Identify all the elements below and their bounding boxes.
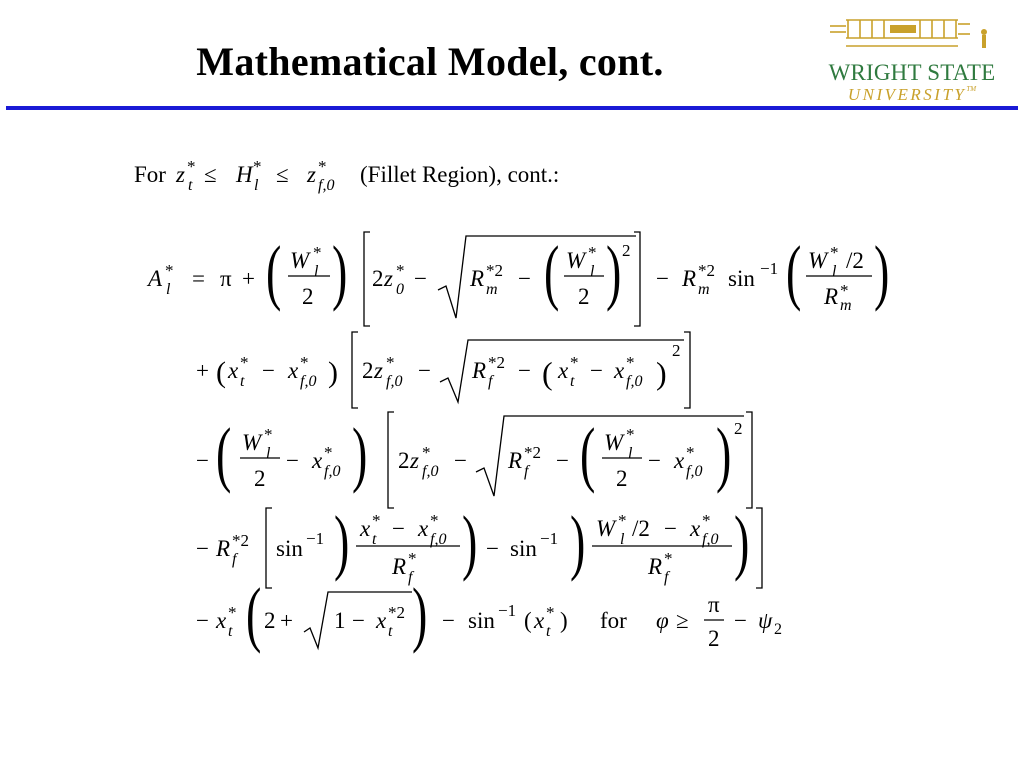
svg-text:2: 2: [708, 626, 720, 651]
svg-text:1: 1: [334, 608, 346, 633]
svg-text:(: (: [524, 608, 532, 633]
svg-text:*2: *2: [488, 353, 505, 372]
svg-text:l: l: [590, 263, 595, 280]
svg-text:−: −: [418, 358, 431, 383]
svg-text:): ): [656, 355, 667, 391]
svg-text:x: x: [288, 358, 299, 383]
svg-text:f,0: f,0: [626, 373, 643, 390]
intro-line: [134, 157, 559, 194]
svg-text:x: x: [558, 358, 569, 383]
svg-text:W: W: [242, 430, 262, 455]
page-title: Mathematical Model, cont.: [196, 39, 664, 84]
svg-text:φ: φ: [656, 608, 669, 633]
svg-text:(: (: [245, 573, 262, 655]
svg-text:2: 2: [398, 448, 410, 473]
svg-text:*: *: [386, 353, 395, 372]
svg-text:*: *: [830, 243, 839, 262]
svg-text:*: *: [626, 425, 635, 444]
svg-text:): ): [332, 231, 348, 313]
svg-text:*: *: [264, 425, 273, 444]
svg-text:H: H: [236, 162, 253, 187]
svg-text:−1: −1: [306, 529, 325, 548]
svg-text:2: 2: [616, 466, 628, 491]
svg-text:*2: *2: [524, 443, 541, 462]
svg-text:): ): [606, 231, 622, 313]
svg-text:t: t: [546, 623, 551, 640]
svg-text:f: f: [488, 373, 493, 390]
svg-text:z: z: [384, 266, 393, 291]
logo-wordmark: WRIGHT STATE: [828, 60, 996, 85]
svg-text:2: 2: [578, 284, 590, 309]
equation-line-5: [196, 573, 782, 655]
for-word: for: [600, 608, 627, 633]
intro-for: For: [134, 162, 166, 187]
svg-text:*: *: [618, 511, 627, 530]
svg-text:−: −: [352, 608, 365, 633]
svg-text:2: 2: [302, 284, 314, 309]
svg-text:f,0: f,0: [318, 177, 335, 194]
svg-text:x: x: [312, 448, 323, 473]
svg-text:W: W: [596, 516, 616, 541]
svg-text:W: W: [604, 430, 624, 455]
svg-text:R: R: [392, 554, 407, 579]
svg-text:W: W: [566, 248, 586, 273]
svg-text:2: 2: [734, 419, 743, 438]
svg-text:*: *: [318, 157, 327, 176]
svg-text:π: π: [220, 266, 232, 291]
svg-text:≥: ≥: [676, 608, 689, 633]
svg-text:): ): [334, 501, 350, 583]
svg-text:*: *: [253, 157, 262, 176]
svg-text:−: −: [392, 516, 405, 541]
svg-text:R: R: [824, 284, 839, 309]
svg-text:f: f: [232, 551, 237, 568]
svg-text:t: t: [240, 373, 245, 390]
svg-text:*: *: [840, 281, 849, 300]
svg-text:−: −: [196, 608, 209, 633]
svg-text:f,0: f,0: [300, 373, 317, 390]
svg-text:*: *: [187, 157, 196, 176]
svg-text:2: 2: [372, 266, 384, 291]
equation-line-1: [146, 231, 889, 326]
svg-text:*: *: [165, 261, 174, 280]
svg-text:l: l: [254, 177, 259, 194]
svg-text:/2: /2: [846, 248, 864, 273]
svg-text:*2: *2: [486, 261, 503, 280]
svg-text:sin: sin: [510, 536, 537, 561]
svg-text:−1: −1: [540, 529, 559, 548]
svg-text:z: z: [307, 162, 316, 187]
svg-text:−: −: [734, 608, 747, 633]
svg-text:−: −: [518, 266, 531, 291]
svg-text:): ): [734, 501, 750, 583]
svg-text:): ): [560, 608, 568, 633]
svg-text:f,0: f,0: [430, 531, 447, 548]
svg-text:l: l: [314, 263, 319, 280]
svg-text:*: *: [430, 511, 439, 530]
svg-text:A: A: [148, 266, 163, 291]
svg-text:≤: ≤: [204, 162, 217, 187]
svg-text:*: *: [324, 443, 333, 462]
svg-text:sin: sin: [728, 266, 755, 291]
svg-text:2: 2: [622, 241, 631, 260]
svg-text:−: −: [286, 448, 299, 473]
svg-text:+: +: [280, 608, 293, 633]
svg-text:−1: −1: [498, 601, 517, 620]
svg-text:=: =: [192, 266, 205, 291]
svg-text:*: *: [588, 243, 597, 262]
svg-text:(: (: [542, 355, 553, 391]
svg-text:R: R: [508, 448, 523, 473]
svg-text:f: f: [664, 569, 669, 586]
svg-text:l: l: [266, 445, 271, 462]
svg-text:sin: sin: [276, 536, 303, 561]
svg-text:): ): [328, 356, 338, 389]
svg-text:−: −: [262, 358, 275, 383]
svg-text:l: l: [832, 263, 837, 280]
svg-text:2: 2: [672, 341, 681, 360]
svg-text:f,0: f,0: [386, 373, 403, 390]
svg-text:−: −: [556, 448, 569, 473]
svg-text:(: (: [786, 231, 802, 313]
svg-text:*: *: [626, 353, 635, 372]
svg-text:m: m: [840, 297, 852, 314]
svg-text:−: −: [454, 448, 467, 473]
svg-text:0: 0: [396, 281, 404, 298]
svg-text:W: W: [290, 248, 310, 273]
svg-text:+: +: [242, 266, 255, 291]
svg-text:z: z: [374, 358, 383, 383]
svg-text:−: −: [518, 358, 531, 383]
svg-text:z: z: [176, 162, 185, 187]
svg-text:(: (: [215, 413, 232, 495]
svg-text:l: l: [628, 445, 633, 462]
svg-text:+: +: [196, 358, 209, 383]
svg-text:R: R: [470, 266, 485, 291]
svg-text:*: *: [372, 511, 381, 530]
svg-text:x: x: [534, 608, 545, 633]
svg-text:*: *: [300, 353, 309, 372]
svg-text:x: x: [418, 516, 429, 541]
svg-text:*: *: [313, 243, 322, 262]
svg-text:*: *: [408, 549, 417, 568]
svg-text:t: t: [388, 623, 393, 640]
svg-text:): ): [412, 573, 428, 655]
svg-text:f,0: f,0: [686, 463, 703, 480]
svg-text:m: m: [698, 281, 710, 298]
svg-text:f,0: f,0: [422, 463, 439, 480]
svg-text:R: R: [648, 554, 663, 579]
svg-text:t: t: [372, 531, 377, 548]
svg-text:*: *: [396, 261, 405, 280]
svg-text:*2: *2: [232, 531, 249, 550]
equation-line-3: [196, 412, 752, 508]
svg-text:−: −: [196, 448, 209, 473]
equation-line-4: [196, 501, 762, 588]
svg-text:t: t: [570, 373, 575, 390]
svg-text:x: x: [216, 608, 227, 633]
svg-text:W: W: [808, 248, 828, 273]
svg-text:x: x: [360, 516, 371, 541]
svg-text:−: −: [486, 536, 499, 561]
svg-text:/2: /2: [632, 516, 650, 541]
svg-text:*: *: [702, 511, 711, 530]
svg-text:): ): [570, 501, 586, 583]
svg-text:2: 2: [264, 608, 276, 633]
svg-text:π: π: [708, 592, 720, 617]
svg-text:sin: sin: [468, 608, 495, 633]
svg-text:(: (: [216, 356, 226, 389]
equation-line-2: [196, 332, 690, 408]
svg-text:): ): [873, 231, 890, 313]
svg-text:l: l: [620, 531, 625, 548]
svg-text:−: −: [590, 358, 603, 383]
svg-text:2: 2: [254, 466, 266, 491]
svg-text:): ): [352, 413, 368, 495]
svg-text:f: f: [524, 463, 529, 480]
svg-text:R: R: [682, 266, 697, 291]
svg-text:*: *: [686, 443, 695, 462]
svg-text:t: t: [188, 177, 193, 194]
svg-text:2: 2: [774, 621, 782, 638]
svg-text:f,0: f,0: [702, 531, 719, 548]
svg-text:): ): [462, 501, 478, 583]
svg-text:−: −: [196, 536, 209, 561]
svg-text:2: 2: [362, 358, 374, 383]
svg-text:*: *: [570, 353, 579, 372]
svg-text:*: *: [546, 603, 555, 622]
svg-text:−: −: [656, 266, 669, 291]
svg-text:R: R: [216, 536, 231, 561]
svg-text:*: *: [422, 443, 431, 462]
svg-text:): ): [716, 413, 732, 495]
svg-text:−: −: [414, 266, 427, 291]
svg-text:≤: ≤: [276, 162, 289, 187]
svg-text:m: m: [486, 281, 498, 298]
intro-region: (Fillet Region), cont.:: [360, 162, 560, 187]
svg-text:ψ: ψ: [758, 608, 773, 633]
svg-text:(: (: [544, 231, 560, 313]
svg-text:x: x: [228, 358, 239, 383]
svg-text:*: *: [228, 603, 237, 622]
svg-text:x: x: [376, 608, 387, 633]
svg-text:(: (: [580, 413, 596, 495]
svg-text:x: x: [674, 448, 685, 473]
svg-text:t: t: [228, 623, 233, 640]
svg-text:*2: *2: [698, 261, 715, 280]
svg-text:x: x: [614, 358, 625, 383]
svg-text:f,0: f,0: [324, 463, 341, 480]
svg-text:z: z: [410, 448, 419, 473]
svg-text:−1: −1: [760, 259, 779, 278]
svg-text:f: f: [408, 569, 413, 586]
logo-university: UNIVERSITY™: [847, 85, 977, 104]
svg-text:*: *: [240, 353, 249, 372]
svg-text:−: −: [442, 608, 455, 633]
svg-text:*: *: [664, 549, 673, 568]
svg-text:*2: *2: [388, 603, 405, 622]
svg-text:−: −: [664, 516, 677, 541]
svg-text:x: x: [690, 516, 701, 541]
svg-text:−: −: [648, 448, 661, 473]
svg-text:R: R: [472, 358, 487, 383]
svg-text:(: (: [266, 231, 282, 313]
svg-text:l: l: [166, 281, 171, 298]
